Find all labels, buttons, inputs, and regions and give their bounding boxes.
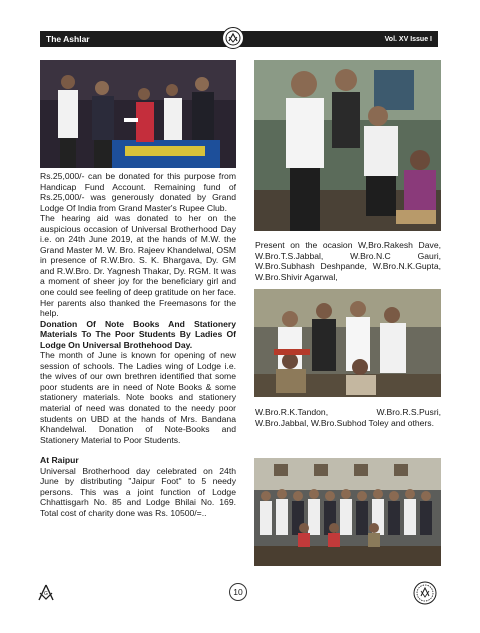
photo-caption-first: Present on the ocasion W,Bro.Rakesh Dave, W.Bro.T.S.Jabbal, W.Bro.N.C Gauri, W.Bro.Subhash Deshpande, W.Bro.N.K.Gupta, W.Bro.Shivir Agarwal,	[255, 240, 441, 282]
body-paragraph: Rs.25,000/- can be donated for this purpose from Handicap Fund Account. Remaining fund of Rs.25,000/- was generously donated by Grand Lodge Of India from Grand Master's Rupee Club.	[40, 171, 236, 213]
issue-label: Vol. XV Issue I	[384, 35, 432, 43]
publication-title: The Ashlar	[46, 34, 90, 44]
body-paragraph: The hearing aid was donated to her on the auspicious occasion of Universal Brotherhood Day i.e. on 24th June 2019, at the hands of M.W. the Grand Master M. W. Bro. Rajeev Khandelwal, OSM in presence of R.W.Bro. S. K. Bhargava, Dy. GM and R.W.Bro. Dr. Yagnesh Thakar, Dy. RGM. It was a moment of sheer joy for the beneficiary girl and one could see feeling of deep gratitude on her face. Her parents also thanked the Freemasons for the help.	[40, 213, 236, 319]
paragraph-spacer	[40, 445, 236, 455]
photo-jaipur-foot-distribution	[254, 60, 441, 231]
masonic-emblem-icon	[222, 27, 244, 49]
seal-emblem-icon	[413, 581, 437, 605]
photo-group	[254, 458, 441, 566]
square-and-compass-icon	[37, 584, 55, 602]
article-left-column	[40, 171, 236, 519]
svg-text:G: G	[44, 591, 48, 597]
photo-award-ceremony	[40, 60, 236, 168]
section-heading: Donation Of Note Books And Stationery Materials To The Poor Students By Ladies Of Lodge On Universal Brothehood Day.	[40, 318, 236, 350]
body-paragraph: The month of June is known for opening of new session of schools. The Ladies wing of Lodge i.e. the wives of our own brethren identified that some poor students are in need of Note Books & some stationery materials. Note books and stationery material of need was donated to the needy poor students on UBD at the hands of Mrs. Bandana Khandelwal. Donation of Note-Books and Stationery Material to Poor Students.	[40, 350, 236, 445]
body-paragraph: Universal Brotherhood day celebrated on 24th June by distributing "Jaipur Foot" to 5 needy persons. This was a joint function of Lodge Chhattisgarh No. 85 and Lodge Bhilai No. 169. Total cost of charity done was Rs. 10500/=..	[40, 465, 236, 518]
section-heading: At Raipur	[40, 455, 79, 466]
photo-handing-over	[254, 289, 441, 397]
photo-caption-second: W.Bro.R.K.Tandon, W.Bro.R.S.Pusri, W.Bro.Jabbal, W.Bro.Subhod Toley and others.	[255, 407, 441, 428]
page-number: 10	[229, 583, 247, 601]
